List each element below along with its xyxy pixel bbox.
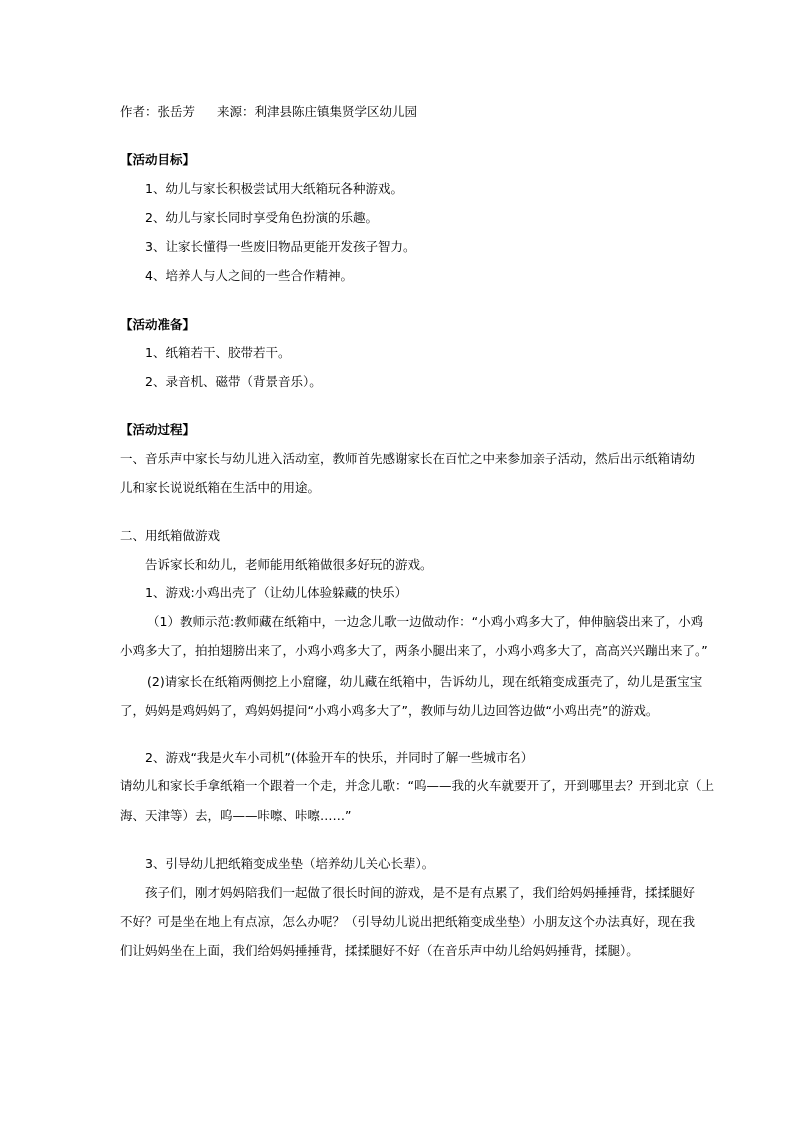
goal-item: 2、幼儿与家长同时享受角色扮演的乐趣。	[145, 210, 378, 225]
prep-item: 2、录音机、磁带（背景音乐）。	[145, 374, 322, 389]
goals-heading: 【活动目标】	[120, 152, 196, 167]
game1-para1-line: （1）教师示范:教师藏在纸箱中，一边念儿歌一边做动作：“小鸡小鸡多大了，伸伸脑袋出来了，小鸡	[147, 614, 704, 629]
goal-item: 4、培养人与人之间的一些合作精神。	[145, 268, 353, 283]
game2-title: 2、游戏“我是火车小司机”(体验开车的快乐，并同时了解一些城市名）	[145, 750, 534, 765]
author-source-line	[120, 104, 417, 120]
step1-line: 儿和家长说说纸箱在生活中的用途。	[120, 480, 321, 495]
game1-para2-line: 了，妈妈是鸡妈妈了，鸡妈妈提问“小鸡小鸡多大了”，教师与幼儿边回答边做“小鸡出壳”的游戏。	[120, 703, 659, 718]
prep-heading: 【活动准备】	[120, 317, 196, 332]
game1-title: 1、游戏:小鸡出壳了（让幼儿体验躲藏的快乐）	[145, 585, 408, 600]
game3-title: 3、引导幼儿把纸箱变成坐垫（培养幼儿关心长辈）。	[145, 856, 435, 871]
game1-para1-line: 小鸡多大了，拍拍翅膀出来了，小鸡小鸡多大了，两条小腿出来了，小鸡小鸡多大了，高高兴兴蹦出来了。”	[120, 643, 708, 658]
step2-intro: 告诉家长和幼儿，老师能用纸箱做很多好玩的游戏。	[145, 557, 433, 572]
goal-item: 1、幼儿与家长积极尝试用大纸箱玩各种游戏。	[145, 181, 403, 196]
source: 来源：利津县陈庄镇集贤学区幼儿园	[217, 104, 418, 119]
goal-item: 3、让家长懂得一些废旧物品更能开发孩子智力。	[145, 239, 416, 254]
prep-item: 1、纸箱若干、胶带若干。	[145, 345, 291, 360]
step2-title: 二、用纸箱做游戏	[120, 528, 221, 543]
game3-body-line: 孩子们，刚才妈妈陪我们一起做了很长时间的游戏，是不是有点累了，我们给妈妈捶捶背，揉揉腿好	[145, 885, 696, 900]
game3-body-line: 不好？可是坐在地上有点凉，怎么办呢？（引导幼儿说出把纸箱变成坐垫）小朋友这个办法真好，现在我	[120, 914, 696, 929]
game1-para2-line: (2)请家长在纸箱两侧挖上小窟窿，幼儿藏在纸箱中，告诉幼儿，现在纸箱变成蛋壳了，幼儿是蛋宝宝	[147, 674, 703, 689]
game2-body-line: 请幼儿和家长手拿纸箱一个跟着一个走，并念儿歌：“呜——我的火车就要开了，开到哪里去？开到北京（上	[120, 778, 714, 793]
game2-body-line: 海、天津等）去，呜——咔嚓、咔嚓……”	[120, 808, 352, 823]
game3-body-line: 们让妈妈坐在上面，我们给妈妈捶捶背，揉揉腿好不好（在音乐声中幼儿给妈妈捶背，揉腿）。	[120, 943, 639, 958]
process-heading: 【活动过程】	[120, 422, 196, 437]
step1-line: 一、音乐声中家长与幼儿进入活动室，教师首先感谢家长在百忙之中来参加亲子活动，然后出示纸箱请幼	[120, 451, 696, 466]
author: 作者：张岳芳	[120, 104, 196, 119]
